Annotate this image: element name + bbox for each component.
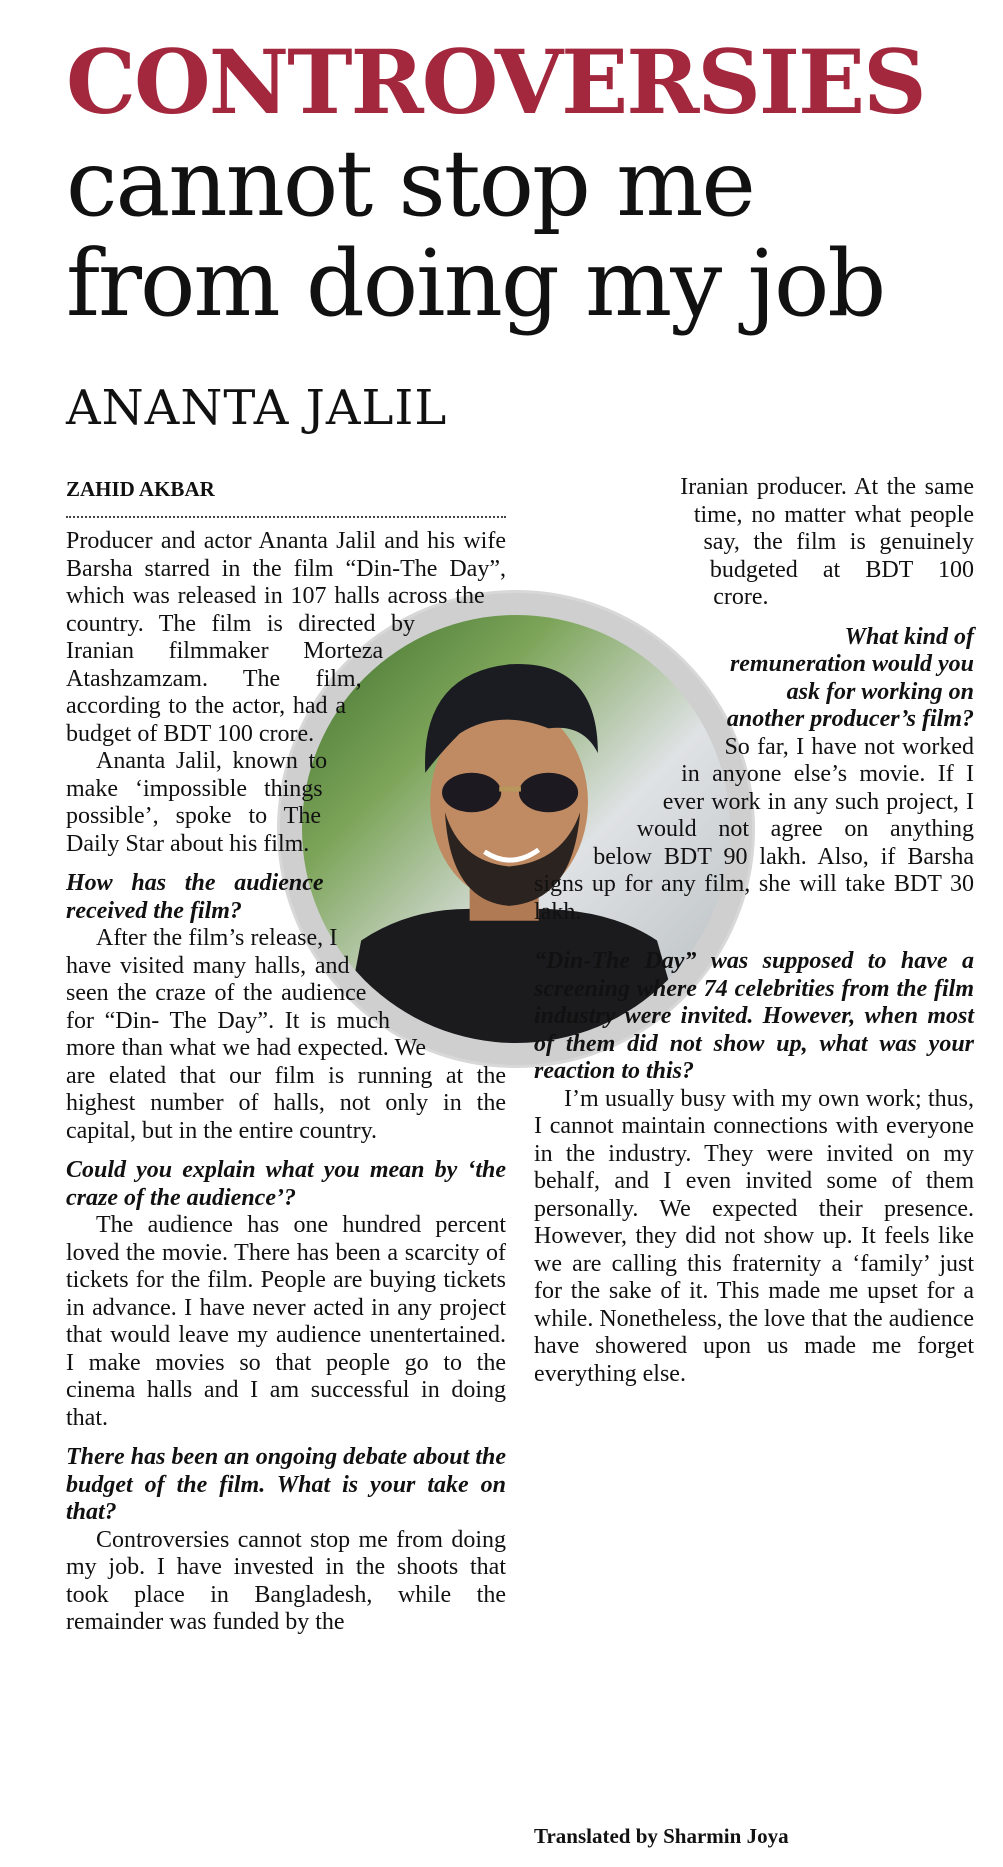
headline-line-1: cannot stop me (66, 130, 754, 237)
article-column-left (66, 528, 506, 1637)
intro-paragraph-1: Producer and actor Ananta Jalil and his wife Barsha starred in the film “Din-The Day”, which was released in 107 halls across the country. The film is directed by Iranian filmmaker Morteza Atashzamzam. The film, according to the actor, had a budget of BDT 100 crore. (66, 528, 506, 747)
interview-subject: ANANTA JALIL (66, 380, 448, 436)
answer-4: So far, I have not worked in anyone else’s movie. If I ever work in any such project, I would not agree on anything below BDT 90 lakh. Also, if Barsha signs up for any film, she will take BDT 30 lakh. (534, 733, 974, 925)
answer-1: After the film’s release, I have visited many halls, and seen the craze of the audience for “Din- The Day”. It is much more than what we had expected. We are elated that our film is running at the highest number of halls, not only in the capital, but in the entire country. (66, 925, 506, 1144)
headline (66, 30, 976, 337)
answer-2: The audience has one hundred percent loved the movie. There has been a scarcity of tickets for the film. People are buying tickets in advance. I have never acted in any project that would leave my audience unentertained. I make movies so that people go to the cinema halls and I am successful in doing that. (66, 1212, 506, 1431)
question-5: “Din-The Day” was supposed to have a screening where 74 celebrities from the film industry were invited. However, when most of them did not show up, what was your reaction to this? (534, 948, 974, 1084)
article-column-right (534, 474, 974, 1388)
intro-paragraph-2: Ananta Jalil, known to make ‘impossible things possible’, spoke to The Daily Star about his film. (66, 748, 328, 857)
answer-3-part-2: Iranian producer. At the same time, no matter what people say, the film is genuinely budgeted at BDT 100 crore. (680, 474, 974, 610)
answer-3-part-1: Controversies cannot stop me from doing my job. I have invested in the shoots that took place in Bangladesh, while the remainder was funded by the (66, 1526, 506, 1635)
headline-line-2: from doing my job (66, 230, 885, 337)
byline: ZAHID AKBAR (66, 477, 506, 518)
translator-credit: Translated by Sharmin Joya (534, 1824, 789, 1848)
question-1: How has the audience received the film? (66, 870, 324, 924)
answer-5: I’m usually busy with my own work; thus, I cannot maintain connections with everyone in the industry. They were invited on my behalf, and I even invited some of them personally. We expected their presence. However, they did not show up. It feels like we are calling this fraternity a ‘family’ just for the sake of it. This made me upset for a while. Nonetheless, the love that the audience have showered upon us made me forget everything else. (534, 1085, 974, 1387)
headline-kicker: CONTROVERSIES (66, 30, 925, 134)
question-2: Could you explain what you mean by ‘the craze of the audience’? (66, 1157, 506, 1211)
question-4: What kind of remuneration would you ask for working on another producer’s film? (726, 623, 974, 732)
question-3: There has been an ongoing debate about the budget of the film. What is your take on that? (66, 1444, 506, 1525)
